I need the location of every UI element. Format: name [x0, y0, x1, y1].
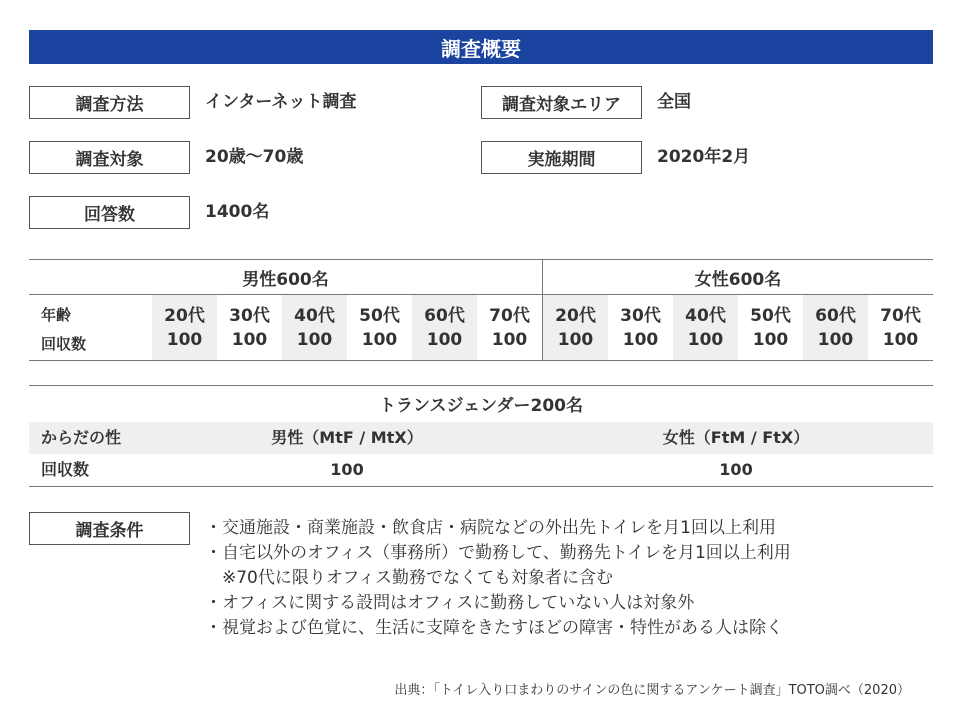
count-cell: 100: [882, 330, 919, 350]
col-male-mtf: 男性（MtF / MtX）: [271, 428, 423, 447]
count-cell: 100: [166, 330, 203, 350]
method-label: 調査方法: [29, 86, 190, 119]
row-label-count: 回収数: [41, 335, 87, 353]
answers-label: 回答数: [29, 196, 190, 229]
male-col-70: [477, 295, 542, 360]
count-male: 100: [330, 460, 364, 479]
count-female: 100: [719, 460, 753, 479]
row-label-age: 年齢: [41, 306, 72, 324]
female-col-20: [543, 295, 608, 360]
count-cell: 100: [426, 330, 463, 350]
body-sex-row: [29, 422, 933, 454]
target-label: 調査対象: [29, 141, 190, 174]
female-header: 女性600名: [694, 269, 782, 290]
count-cell: 100: [296, 330, 333, 350]
male-col-40: [282, 295, 347, 360]
count-cell: 100: [817, 330, 854, 350]
col-female-ftm: 女性（FtM / FtX）: [662, 428, 810, 447]
count-cell: 100: [687, 330, 724, 350]
condition-item: ・交通施設・商業施設・飲食店・病院などの外出先トイレを月1回以上利用: [205, 518, 776, 538]
count-cell: 100: [231, 330, 268, 350]
age-cell: 20代: [555, 306, 596, 326]
condition-item: ・視覚および色覚に、生活に支障をきたすほどの障害・特性がある人は除く: [205, 618, 783, 638]
conditions-list: [205, 516, 791, 641]
age-cell: 40代: [294, 306, 335, 326]
age-cell: 70代: [489, 306, 530, 326]
condition-item: ・自宅以外のオフィス（事務所）で勤務して、勤務先トイレを月1回以上利用: [205, 543, 791, 563]
age-cell: 50代: [750, 306, 791, 326]
age-cell: 50代: [359, 306, 400, 326]
male-col-20: [152, 295, 217, 360]
count-cell: 100: [491, 330, 528, 350]
count-cell: 100: [622, 330, 659, 350]
female-col-50: [738, 295, 803, 360]
area-value: 全国: [657, 92, 691, 112]
area-label: 調査対象エリア: [481, 86, 642, 119]
age-cell: 30代: [229, 306, 270, 326]
male-header: 男性600名: [242, 269, 329, 290]
condition-item: ※70代に限りオフィス勤務でなくても対象者に含む: [205, 568, 614, 588]
source-note: 出典：「トイレ入り口まわりのサインの色に関するアンケート調査」TOTO調べ（2020）: [394, 683, 910, 698]
count-cell: 100: [752, 330, 789, 350]
transgender-table: [29, 385, 933, 487]
male-col-50: [347, 295, 412, 360]
age-cell: 70代: [880, 306, 921, 326]
female-col-60: [803, 295, 868, 360]
period-value: 2020年2月: [657, 147, 751, 167]
row-label-body-sex: からだの性: [41, 428, 122, 447]
age-cell: 40代: [685, 306, 726, 326]
age-cell: 60代: [815, 306, 856, 326]
female-col-30: [608, 295, 673, 360]
transgender-header: トランスジェンダー200名: [379, 395, 583, 416]
female-col-40: [673, 295, 738, 360]
age-cell: 30代: [620, 306, 661, 326]
row-label-count: 回収数: [41, 460, 90, 479]
count-cell: 100: [361, 330, 398, 350]
conditions-label: 調査条件: [29, 512, 190, 545]
male-col-30: [217, 295, 282, 360]
male-col-60: [412, 295, 477, 360]
period-label: 実施期間: [481, 141, 642, 174]
page-title: 調査概要: [441, 36, 521, 61]
method-value: インターネット調査: [205, 92, 357, 112]
condition-item: ・オフィスに関する設問はオフィスに勤務していない人は対象外: [205, 593, 695, 613]
count-cell: 100: [557, 330, 594, 350]
age-cell: 20代: [164, 306, 205, 326]
age-gender-table: [29, 259, 933, 361]
count-row: [29, 454, 933, 486]
title-banner: [29, 30, 933, 64]
female-col-70: [868, 295, 933, 360]
answers-value: 1400名: [205, 202, 270, 222]
target-value: 20歳〜70歳: [205, 147, 304, 167]
age-cell: 60代: [424, 306, 465, 326]
